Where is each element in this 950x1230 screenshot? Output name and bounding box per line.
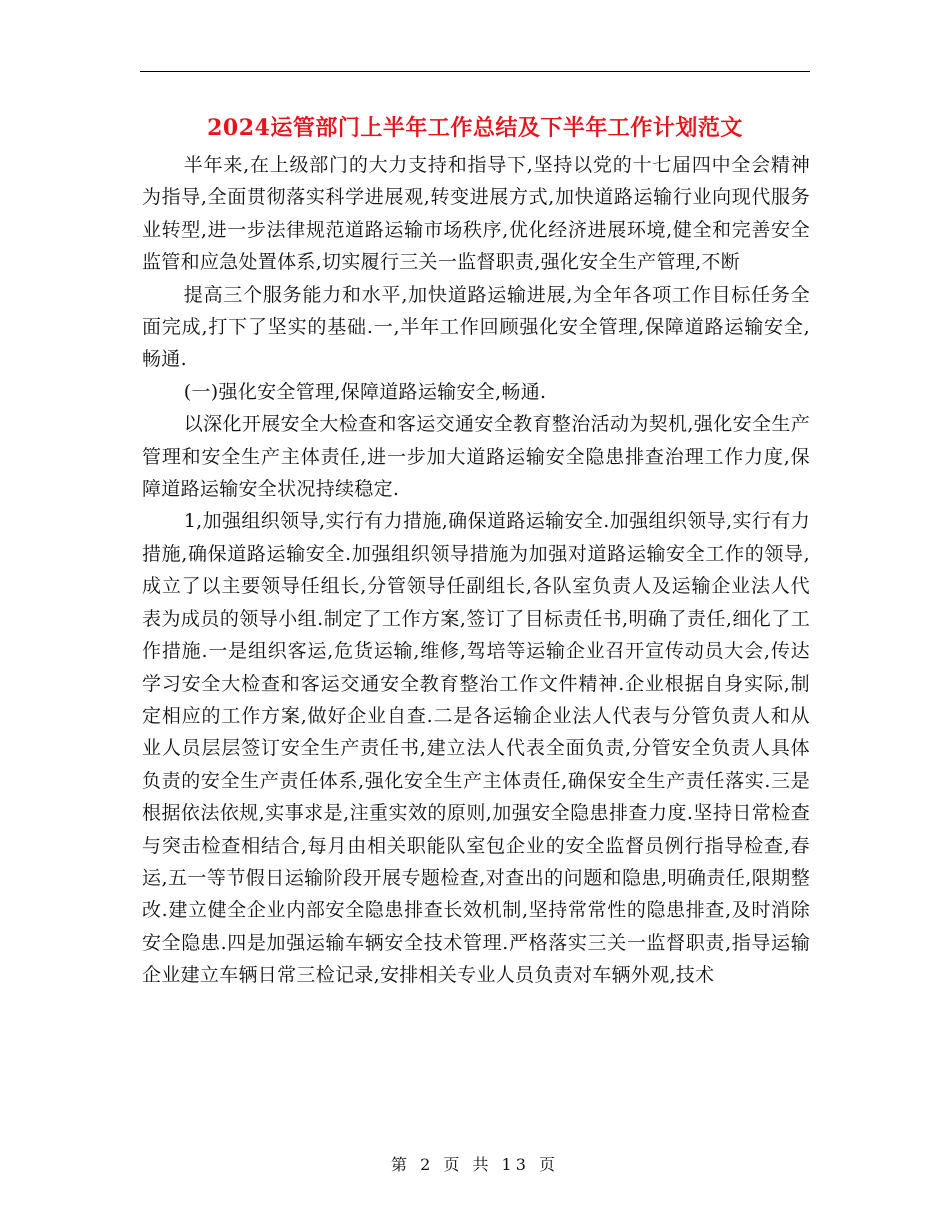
top-rule — [140, 71, 810, 72]
paragraph: 1,加强组织领导,实行有力措施,确保道路运输安全.加强组织领导,实行有力措施,确保道路运输安全.加强组织领导措施为加强对道路运输安全工作的领导,成立了以主要领导任组长,分管领导任副组长,各队室负责人及运输企业法人代表为成员的领导小组.制定了工作方案,签订了目标责任书,明确了责任,细化了工作措施.一是组织客运,危货运输,维修,驾培等运输企业召开宣传动员大会,传达学习安全大检查和客运交通安全教育整治工作文件精神.企业根据自身实际,制定相应的工作方案,做好企业自查.二是各运输企业法人代表与分管负责人和从业人员层层签订安全生产责任书,建立法人代表全面负责,分管安全负责人具体负责的安全生产责任体系,强化安全生产主体责任,确保安全生产责任落实.三是根据依法依规,实事求是,注重实效的原则,加强安全隐患排查力度.坚持日常检查与突击检查相结合,每月由相关职能队室包企业的安全监督员例行指导检查,春运,五一等节假日运输阶段开展专题检查,对查出的问题和隐患,明确责任,限期整改.建立健全企业内部安全隐患排查长效机制,坚持常常性的隐患排查,及时消除安全隐患.四是加强运输车辆安全技术管理.严格落实三关一监督职责,指导运输企业建立车辆日常三检记录,安排相关专业人员负责对车辆外观,技术 — [142, 510, 810, 987]
page-footer: 第 2 页 共 13 页 — [391, 1155, 559, 1174]
document-body — [142, 149, 810, 992]
page-title: 2024运管部门上半年工作总结及下半年工作计划范文 — [207, 115, 743, 141]
paragraph: (一)强化安全管理,保障道路运输安全,畅通. — [183, 380, 547, 403]
paragraph: 以深化开展安全大检查和客运交通安全教育整治活动为契机,强化安全生产管理和安全生产主体责任,进一步加大道路运输安全隐患排查治理工作力度,保障道路运输安全状况持续稳定. — [142, 413, 810, 501]
paragraph: 提高三个服务能力和水平,加快道路运输进展,为全年各项工作目标任务全面完成,打下了坚实的基础.一,半年工作回顾强化安全管理,保障道路运输安全,畅通. — [142, 283, 810, 371]
paragraph: 半年来,在上级部门的大力支持和指导下,坚持以党的十七届四中全会精神为指导,全面贯彻落实科学进展观,转变进展方式,加快道路运输行业向现代服务业转型,进一步法律规范道路运输市场秩序,优化经济进展环境,健全和完善安全监管和应急处置体系,切实履行三关一监督职责,强化安全生产管理,不断 — [142, 154, 810, 274]
